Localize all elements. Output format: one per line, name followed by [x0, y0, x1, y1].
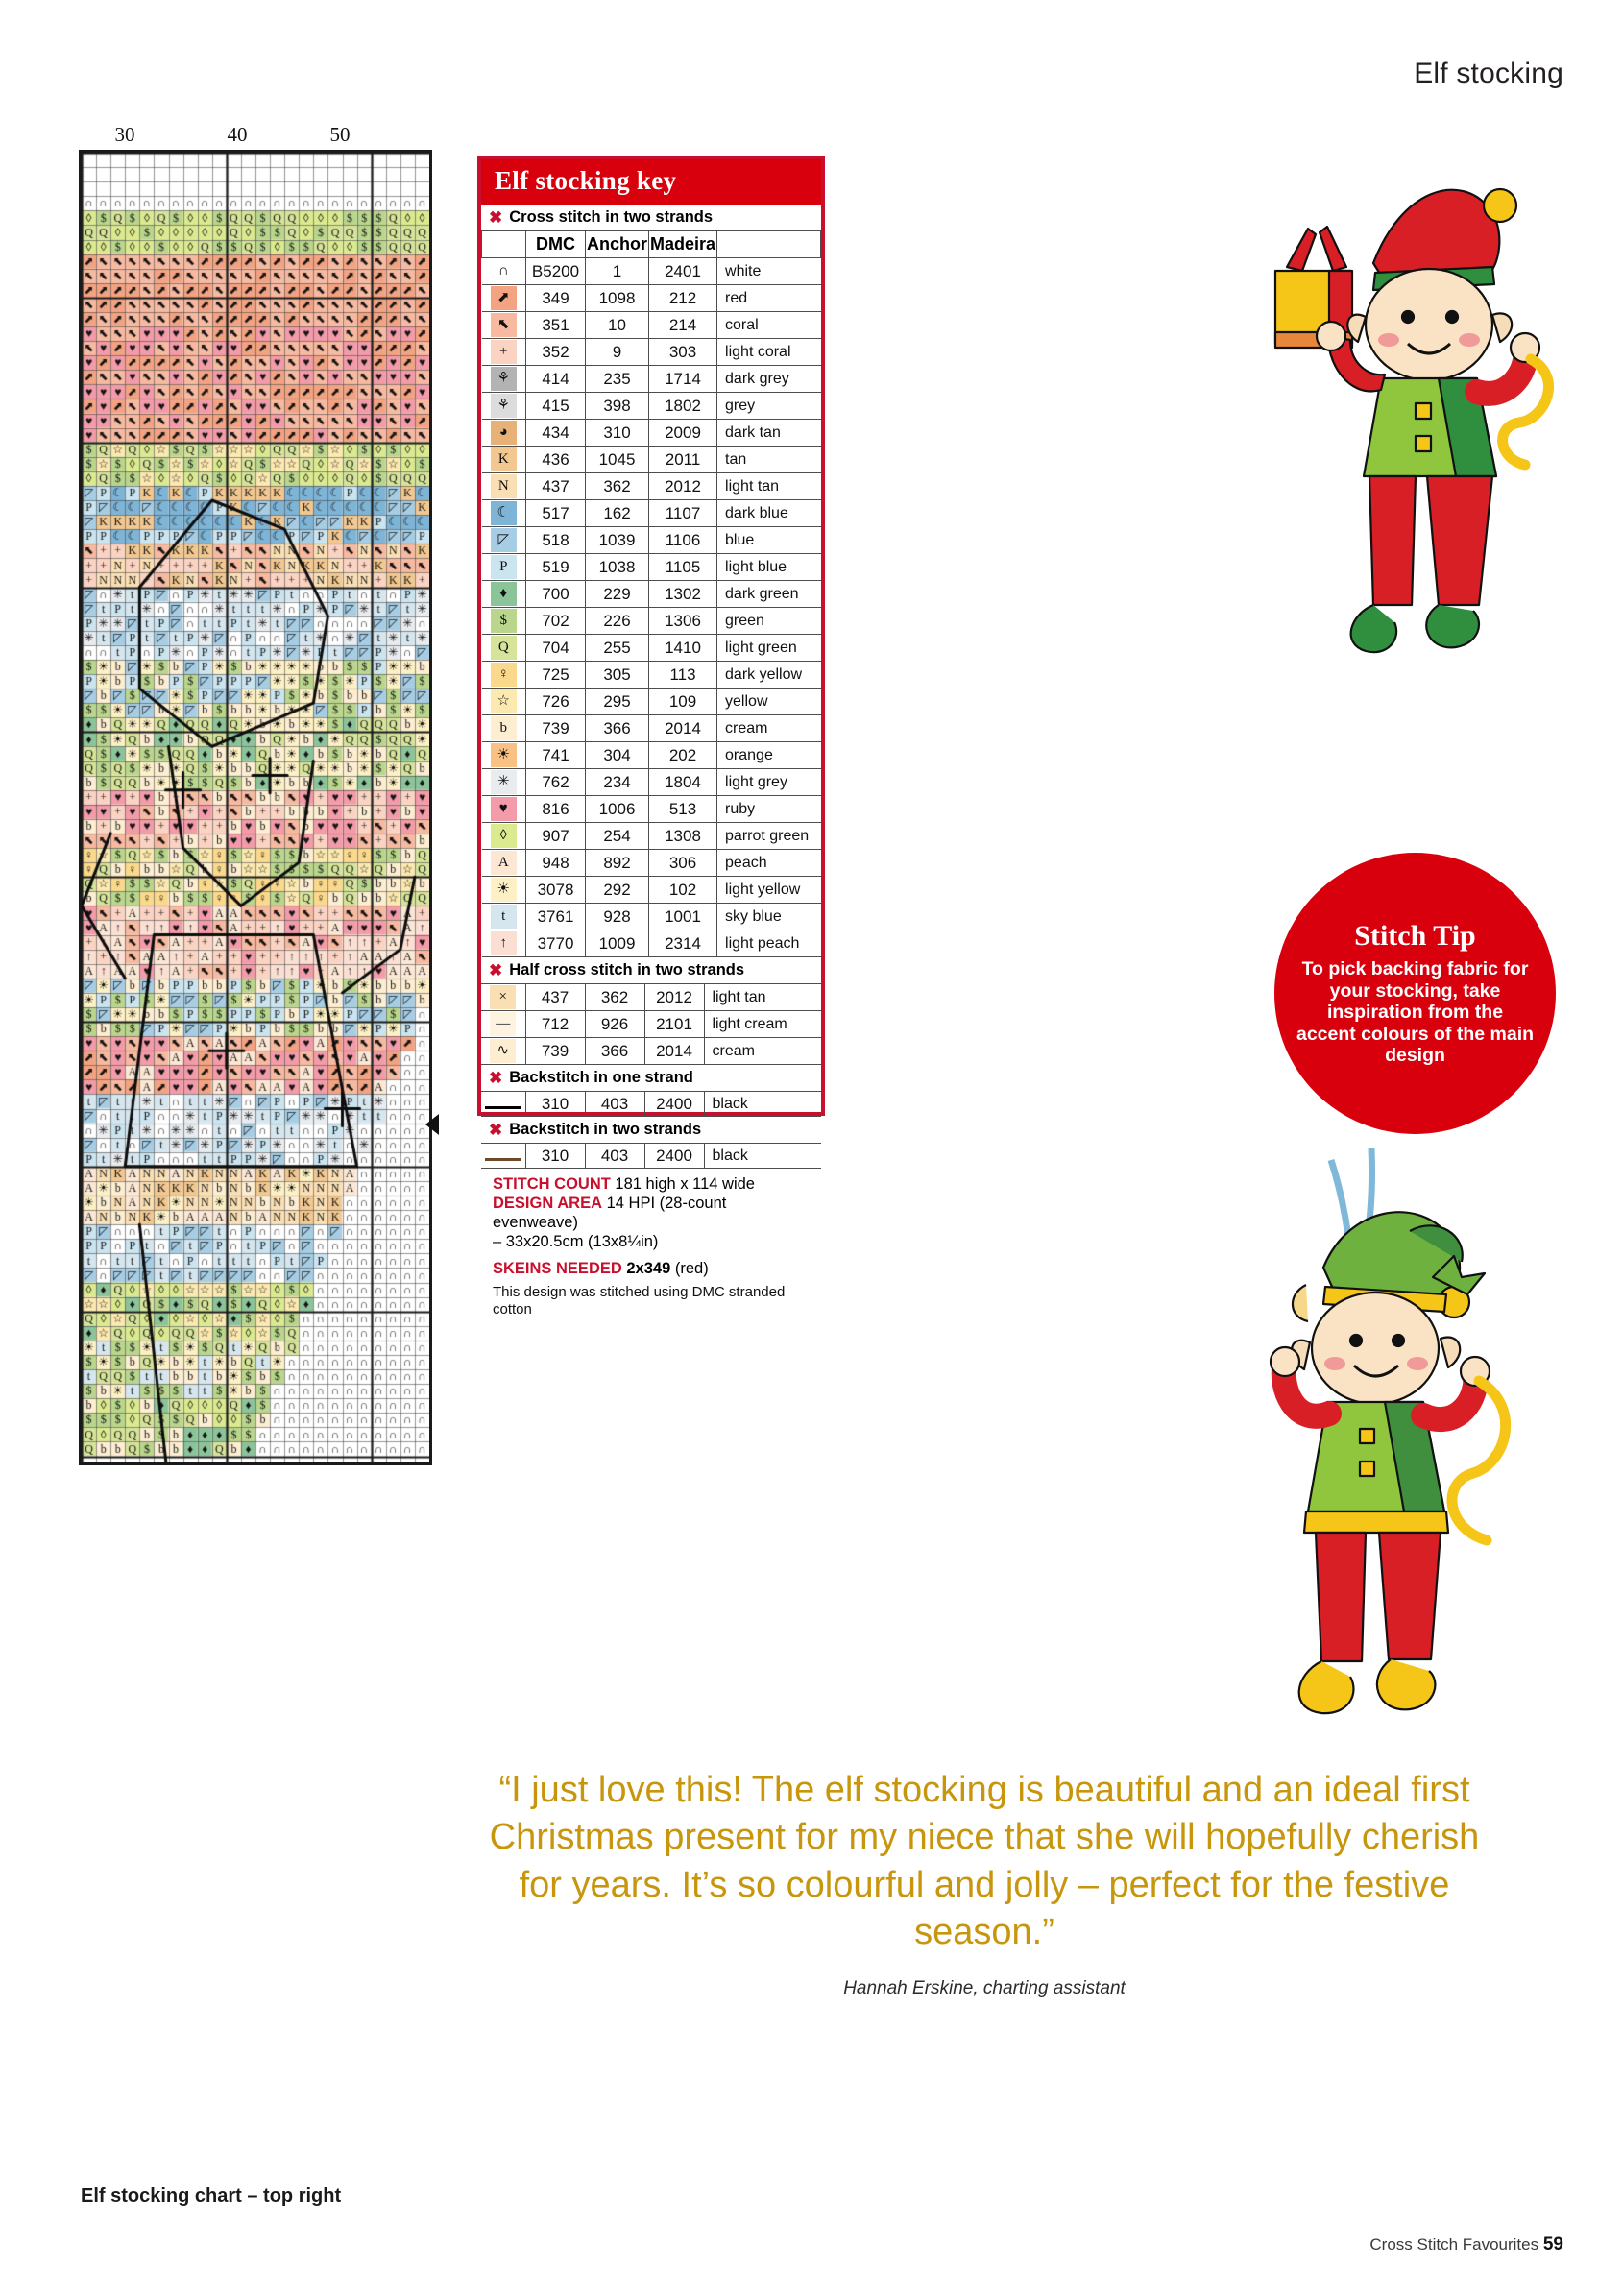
stitch-symbol-cell [482, 554, 526, 581]
stitch-tip-title: Stitch Tip [1354, 919, 1476, 952]
cell-anc: 926 [585, 1011, 644, 1038]
cell-dmc: 907 [526, 823, 586, 850]
cell-anc: 1 [586, 258, 649, 285]
cell-anc: 234 [586, 769, 649, 796]
cell-mad: 2011 [649, 447, 717, 473]
table-row [482, 904, 821, 930]
table-row [482, 877, 821, 904]
cell-mad: 1804 [649, 769, 717, 796]
design-area-line [493, 1194, 812, 1232]
stitch-symbol-cell [481, 984, 525, 1011]
cross-stitch-icon: ✖ [489, 1121, 503, 1139]
stitch-symbol-cell [482, 447, 526, 473]
key-title: Elf stocking key [481, 159, 821, 205]
cell-anc: 310 [586, 420, 649, 447]
cell-anc: 226 [586, 608, 649, 635]
cell-dmc: 704 [526, 635, 586, 662]
cell-nam: light blue [717, 554, 821, 581]
cell-mad: 109 [649, 689, 717, 715]
stitch-symbol-cell [482, 500, 526, 527]
stitch-count-label: STITCH COUNT [493, 1175, 611, 1193]
cell-nam: light tan [704, 984, 821, 1011]
chart-ruler-tick: 30 [114, 123, 135, 146]
key-section-heading [481, 205, 821, 230]
cell-dmc: 739 [525, 1038, 585, 1065]
col-madeira: Madeira [649, 231, 717, 258]
cell-anc: 1038 [586, 554, 649, 581]
cell-anc: 362 [586, 473, 649, 500]
cell-dmc: 415 [526, 393, 586, 420]
cell-nam: coral [717, 312, 821, 339]
key-section-heading-label: Cross stitch in two strands [509, 208, 714, 226]
cell-mad: 102 [649, 877, 717, 904]
cell-mad: 2014 [649, 715, 717, 742]
cell-mad: 1001 [649, 904, 717, 930]
cell-mad: 1106 [649, 527, 717, 554]
cell-mad: 1302 [649, 581, 717, 608]
cell-mad: 2009 [649, 420, 717, 447]
cell-anc: 362 [585, 984, 644, 1011]
footer-magazine: Cross Stitch Favourites [1369, 2236, 1539, 2254]
cell-mad: 2401 [649, 258, 717, 285]
table-row [482, 608, 821, 635]
cell-mad: 2014 [644, 1038, 704, 1065]
cell-dmc: 434 [526, 420, 586, 447]
chart-centre-marker [425, 1114, 439, 1135]
cell-dmc: 349 [526, 285, 586, 312]
symbol-swatch-icon: ♥ [491, 797, 517, 821]
table-row [482, 662, 821, 689]
cell-dmc: 3078 [526, 877, 586, 904]
cell-anc: 398 [586, 393, 649, 420]
backstitch-line-icon [485, 1158, 521, 1161]
cross-stitch-icon: ✖ [489, 961, 503, 979]
key-table-header-row [482, 231, 821, 258]
symbol-swatch-icon: ⚘ [491, 367, 517, 391]
symbol-swatch-icon: ☆ [491, 689, 517, 713]
cell-dmc: 3761 [526, 904, 586, 930]
cell-dmc: 726 [526, 689, 586, 715]
stitch-symbol-cell [481, 1092, 525, 1117]
table-row [482, 850, 821, 877]
cell-mad: 212 [649, 285, 717, 312]
symbol-swatch-icon: $ [491, 609, 517, 633]
cell-nam: sky blue [717, 904, 821, 930]
cell-mad: 214 [649, 312, 717, 339]
cell-anc: 1006 [586, 796, 649, 823]
symbol-swatch-icon: ◸ [491, 528, 517, 552]
cell-nam: black [704, 1144, 821, 1169]
cell-anc: 403 [585, 1144, 644, 1169]
cell-nam: peach [717, 850, 821, 877]
design-area-line2: – 33x20.5cm (13x8¼in) [493, 1233, 659, 1251]
cell-dmc: 702 [526, 608, 586, 635]
design-area-label: DESIGN AREA [493, 1195, 602, 1213]
cell-mad: 306 [649, 850, 717, 877]
backstitch-line-icon [485, 1106, 521, 1109]
table-row [482, 420, 821, 447]
cell-anc: 1045 [586, 447, 649, 473]
table-row [482, 554, 821, 581]
stitch-symbol-cell [482, 393, 526, 420]
cell-nam: light coral [717, 339, 821, 366]
cell-nam: cream [717, 715, 821, 742]
cell-mad: 2400 [644, 1144, 704, 1169]
key-info-block [481, 1169, 821, 1328]
stitch-count-value: 181 high x 114 wide [615, 1175, 755, 1193]
cell-mad: 1107 [649, 500, 717, 527]
symbol-swatch-icon: ♦ [491, 582, 517, 606]
cell-anc: 254 [586, 823, 649, 850]
table-row [482, 689, 821, 715]
stitch-symbol-cell [482, 339, 526, 366]
chart-block [79, 123, 444, 1465]
key-section-heading [481, 957, 821, 983]
stitch-symbol-cell [481, 1038, 525, 1065]
symbol-swatch-icon: A [491, 851, 517, 875]
cell-anc: 1098 [586, 285, 649, 312]
col-name [717, 231, 821, 258]
key-sections [481, 205, 821, 1169]
key-section-heading [481, 1117, 821, 1143]
stitch-symbol-cell [482, 258, 526, 285]
cell-dmc: 762 [526, 769, 586, 796]
cell-anc: 366 [586, 715, 649, 742]
cell-anc: 1009 [586, 930, 649, 957]
symbol-swatch-icon: ☀ [491, 743, 517, 767]
cell-anc: 366 [585, 1038, 644, 1065]
table-row [482, 581, 821, 608]
cell-anc: 1039 [586, 527, 649, 554]
symbol-swatch-icon: ✳ [491, 770, 517, 794]
cell-anc: 10 [586, 312, 649, 339]
table-row [482, 715, 821, 742]
elf-dancing-illustration [1248, 1143, 1575, 1815]
stitch-symbol-cell [482, 312, 526, 339]
cell-mad: 513 [649, 796, 717, 823]
table-row [482, 285, 821, 312]
table-row [481, 1038, 821, 1065]
cell-nam: red [717, 285, 821, 312]
symbol-swatch-icon: ∿ [490, 1039, 516, 1063]
stitch-symbol-cell [482, 930, 526, 957]
key-footnote: This design was stitched using DMC stranded cotton [493, 1283, 786, 1317]
cell-dmc: 517 [526, 500, 586, 527]
table-row [482, 796, 821, 823]
table-row [482, 769, 821, 796]
cell-dmc: 310 [525, 1144, 585, 1169]
cell-nam: dark blue [717, 500, 821, 527]
table-row [481, 1144, 821, 1169]
key-table [481, 1143, 821, 1169]
skeins-note: (red) [674, 1259, 709, 1277]
page-footer [1369, 2235, 1563, 2256]
key-table [481, 1091, 821, 1117]
cell-anc: 403 [585, 1092, 644, 1117]
stitch-symbol-cell [481, 1144, 525, 1169]
cell-dmc: 437 [525, 984, 585, 1011]
cell-nam: light yellow [717, 877, 821, 904]
table-row [482, 930, 821, 957]
col-dmc: DMC [526, 231, 586, 258]
table-row [482, 635, 821, 662]
cell-mad: 1306 [649, 608, 717, 635]
cell-nam: blue [717, 527, 821, 554]
cell-nam: tan [717, 447, 821, 473]
cell-nam: light grey [717, 769, 821, 796]
design-area-value: 14 HPI (28-count evenweave) [493, 1195, 727, 1232]
chart-caption: Elf stocking chart – top right [81, 2186, 342, 2207]
table-row [481, 1011, 821, 1038]
chart-ruler-tick: 50 [329, 123, 351, 146]
stitch-symbol-cell [482, 635, 526, 662]
cell-dmc: 725 [526, 662, 586, 689]
cell-anc: 255 [586, 635, 649, 662]
stitch-symbol-cell [482, 823, 526, 850]
cell-dmc: 712 [525, 1011, 585, 1038]
cell-dmc: 351 [526, 312, 586, 339]
cell-dmc: 414 [526, 366, 586, 393]
cell-dmc: 519 [526, 554, 586, 581]
stitch-symbol-cell [481, 1011, 525, 1038]
cell-nam: green [717, 608, 821, 635]
symbol-swatch-icon: ◕ [491, 421, 517, 445]
cell-anc: 928 [586, 904, 649, 930]
cell-mad: 303 [649, 339, 717, 366]
cell-mad: 2314 [649, 930, 717, 957]
cell-anc: 229 [586, 581, 649, 608]
cell-dmc: 3770 [526, 930, 586, 957]
cell-nam: parrot green [717, 823, 821, 850]
symbol-swatch-icon: ☾ [491, 501, 517, 525]
stitch-tip-badge [1274, 853, 1556, 1134]
stitch-symbol-cell [482, 285, 526, 312]
cell-nam: black [704, 1092, 821, 1117]
col-symbol [482, 231, 526, 258]
table-row [482, 258, 821, 285]
cell-anc: 304 [586, 742, 649, 769]
stitch-count-line [493, 1174, 812, 1194]
skeins-label: SKEINS NEEDED [493, 1259, 622, 1277]
cell-nam: light cream [704, 1011, 821, 1038]
cell-mad: 2012 [644, 984, 704, 1011]
cell-dmc: 352 [526, 339, 586, 366]
symbol-swatch-icon: ♀ [491, 663, 517, 687]
stitch-symbol-cell [482, 527, 526, 554]
cell-anc: 892 [586, 850, 649, 877]
symbol-swatch-icon: K [491, 447, 517, 471]
table-row [482, 366, 821, 393]
cell-mad: 1105 [649, 554, 717, 581]
key-table [481, 983, 821, 1065]
cell-mad: 1308 [649, 823, 717, 850]
cell-nam: dark green [717, 581, 821, 608]
symbol-swatch-icon: + [491, 340, 517, 364]
cell-dmc: 739 [526, 715, 586, 742]
pull-quote-attribution: Hannah Erskine, charting assistant [843, 1978, 1126, 1998]
table-row [482, 500, 821, 527]
key-section-heading-label: Backstitch in two strands [509, 1121, 702, 1138]
cell-nam: light peach [717, 930, 821, 957]
table-row [482, 393, 821, 420]
cell-mad: 1410 [649, 635, 717, 662]
cross-stitch-chart-canvas [82, 153, 429, 1462]
symbol-swatch-icon: ⬈ [491, 286, 517, 310]
cell-nam: yellow [717, 689, 821, 715]
cell-dmc: 310 [525, 1092, 585, 1117]
cell-anc: 305 [586, 662, 649, 689]
table-row [482, 312, 821, 339]
cell-mad: 2101 [644, 1011, 704, 1038]
cell-anc: 292 [586, 877, 649, 904]
table-row [482, 447, 821, 473]
cell-nam: dark grey [717, 366, 821, 393]
symbol-swatch-icon: Q [491, 636, 517, 660]
elf-with-present-illustration [1258, 171, 1575, 709]
key-section-heading-label: Backstitch in one strand [509, 1069, 693, 1086]
symbol-swatch-icon: N [491, 474, 517, 498]
stitch-symbol-cell [482, 689, 526, 715]
symbol-swatch-icon: — [490, 1012, 516, 1036]
cell-nam: light green [717, 635, 821, 662]
cell-mad: 113 [649, 662, 717, 689]
stitch-symbol-cell [482, 796, 526, 823]
cell-mad: 202 [649, 742, 717, 769]
skeins-line [493, 1259, 812, 1278]
stitch-tip-body: To pick backing fabric for your stocking, take inspiration from the accent colours of the main design [1296, 957, 1535, 1067]
cell-dmc: 518 [526, 527, 586, 554]
symbol-swatch-icon: ⬉ [491, 313, 517, 337]
symbol-swatch-icon: P [491, 555, 517, 579]
cell-mad: 1714 [649, 366, 717, 393]
symbol-swatch-icon: ⚘ [491, 394, 517, 418]
symbol-swatch-icon: b [491, 716, 517, 740]
table-row [481, 1092, 821, 1117]
cross-stitch-icon: ✖ [489, 1069, 503, 1087]
table-row [482, 339, 821, 366]
cell-nam: dark yellow [717, 662, 821, 689]
cell-nam: white [717, 258, 821, 285]
chart-ruler-tick: 40 [227, 123, 248, 146]
stitch-symbol-cell [482, 769, 526, 796]
col-anchor: Anchor [586, 231, 649, 258]
cell-dmc: B5200 [526, 258, 586, 285]
key-section-heading [481, 1065, 821, 1091]
stitch-symbol-cell [482, 662, 526, 689]
chart-grid [79, 150, 432, 1465]
stitch-symbol-cell [482, 473, 526, 500]
table-row [482, 473, 821, 500]
symbol-swatch-icon: ☀ [491, 878, 517, 902]
stitch-symbol-cell [482, 366, 526, 393]
cell-nam: ruby [717, 796, 821, 823]
cell-nam: cream [704, 1038, 821, 1065]
cell-anc: 162 [586, 500, 649, 527]
stitch-symbol-cell [482, 715, 526, 742]
cell-dmc: 816 [526, 796, 586, 823]
cell-mad: 2400 [644, 1092, 704, 1117]
cell-anc: 295 [586, 689, 649, 715]
cell-dmc: 741 [526, 742, 586, 769]
symbol-swatch-icon: ∩ [491, 259, 517, 283]
stitch-symbol-cell [482, 581, 526, 608]
key-section-heading-label: Half cross stitch in two strands [509, 961, 745, 979]
cell-dmc: 437 [526, 473, 586, 500]
skeins-value: 2x349 [626, 1259, 671, 1277]
cell-mad: 2012 [649, 473, 717, 500]
cell-dmc: 700 [526, 581, 586, 608]
symbol-swatch-icon: t [491, 905, 517, 929]
stitch-symbol-cell [482, 904, 526, 930]
cell-anc: 9 [586, 339, 649, 366]
symbol-swatch-icon: ↑ [491, 931, 517, 955]
table-row [481, 984, 821, 1011]
table-row [482, 527, 821, 554]
cell-nam: light tan [717, 473, 821, 500]
cell-dmc: 948 [526, 850, 586, 877]
cell-nam: orange [717, 742, 821, 769]
elf-stocking-key-panel [477, 156, 825, 1317]
cell-nam: dark tan [717, 420, 821, 447]
table-row [482, 742, 821, 769]
page-title: Elf stocking [1414, 58, 1563, 89]
stitch-symbol-cell [482, 420, 526, 447]
stitch-symbol-cell [482, 877, 526, 904]
cross-stitch-icon: ✖ [489, 208, 503, 227]
cell-anc: 235 [586, 366, 649, 393]
footer-page-number: 59 [1542, 2235, 1563, 2255]
stitch-symbol-cell [482, 850, 526, 877]
symbol-swatch-icon: ◊ [491, 824, 517, 848]
chart-column-ruler [79, 123, 444, 150]
stitch-symbol-cell [482, 742, 526, 769]
stitch-symbol-cell [482, 608, 526, 635]
key-table [481, 230, 821, 957]
cell-mad: 1802 [649, 393, 717, 420]
pull-quote: “I just love this! The elf stocking is beautiful and an ideal first Christmas present for my niece that she will hopefully cherish for years. It’s so colourful and jolly – perfect for the festive season.” [489, 1770, 1480, 1953]
table-row [482, 823, 821, 850]
cell-dmc: 436 [526, 447, 586, 473]
cell-nam: grey [717, 393, 821, 420]
symbol-swatch-icon: × [490, 985, 516, 1009]
